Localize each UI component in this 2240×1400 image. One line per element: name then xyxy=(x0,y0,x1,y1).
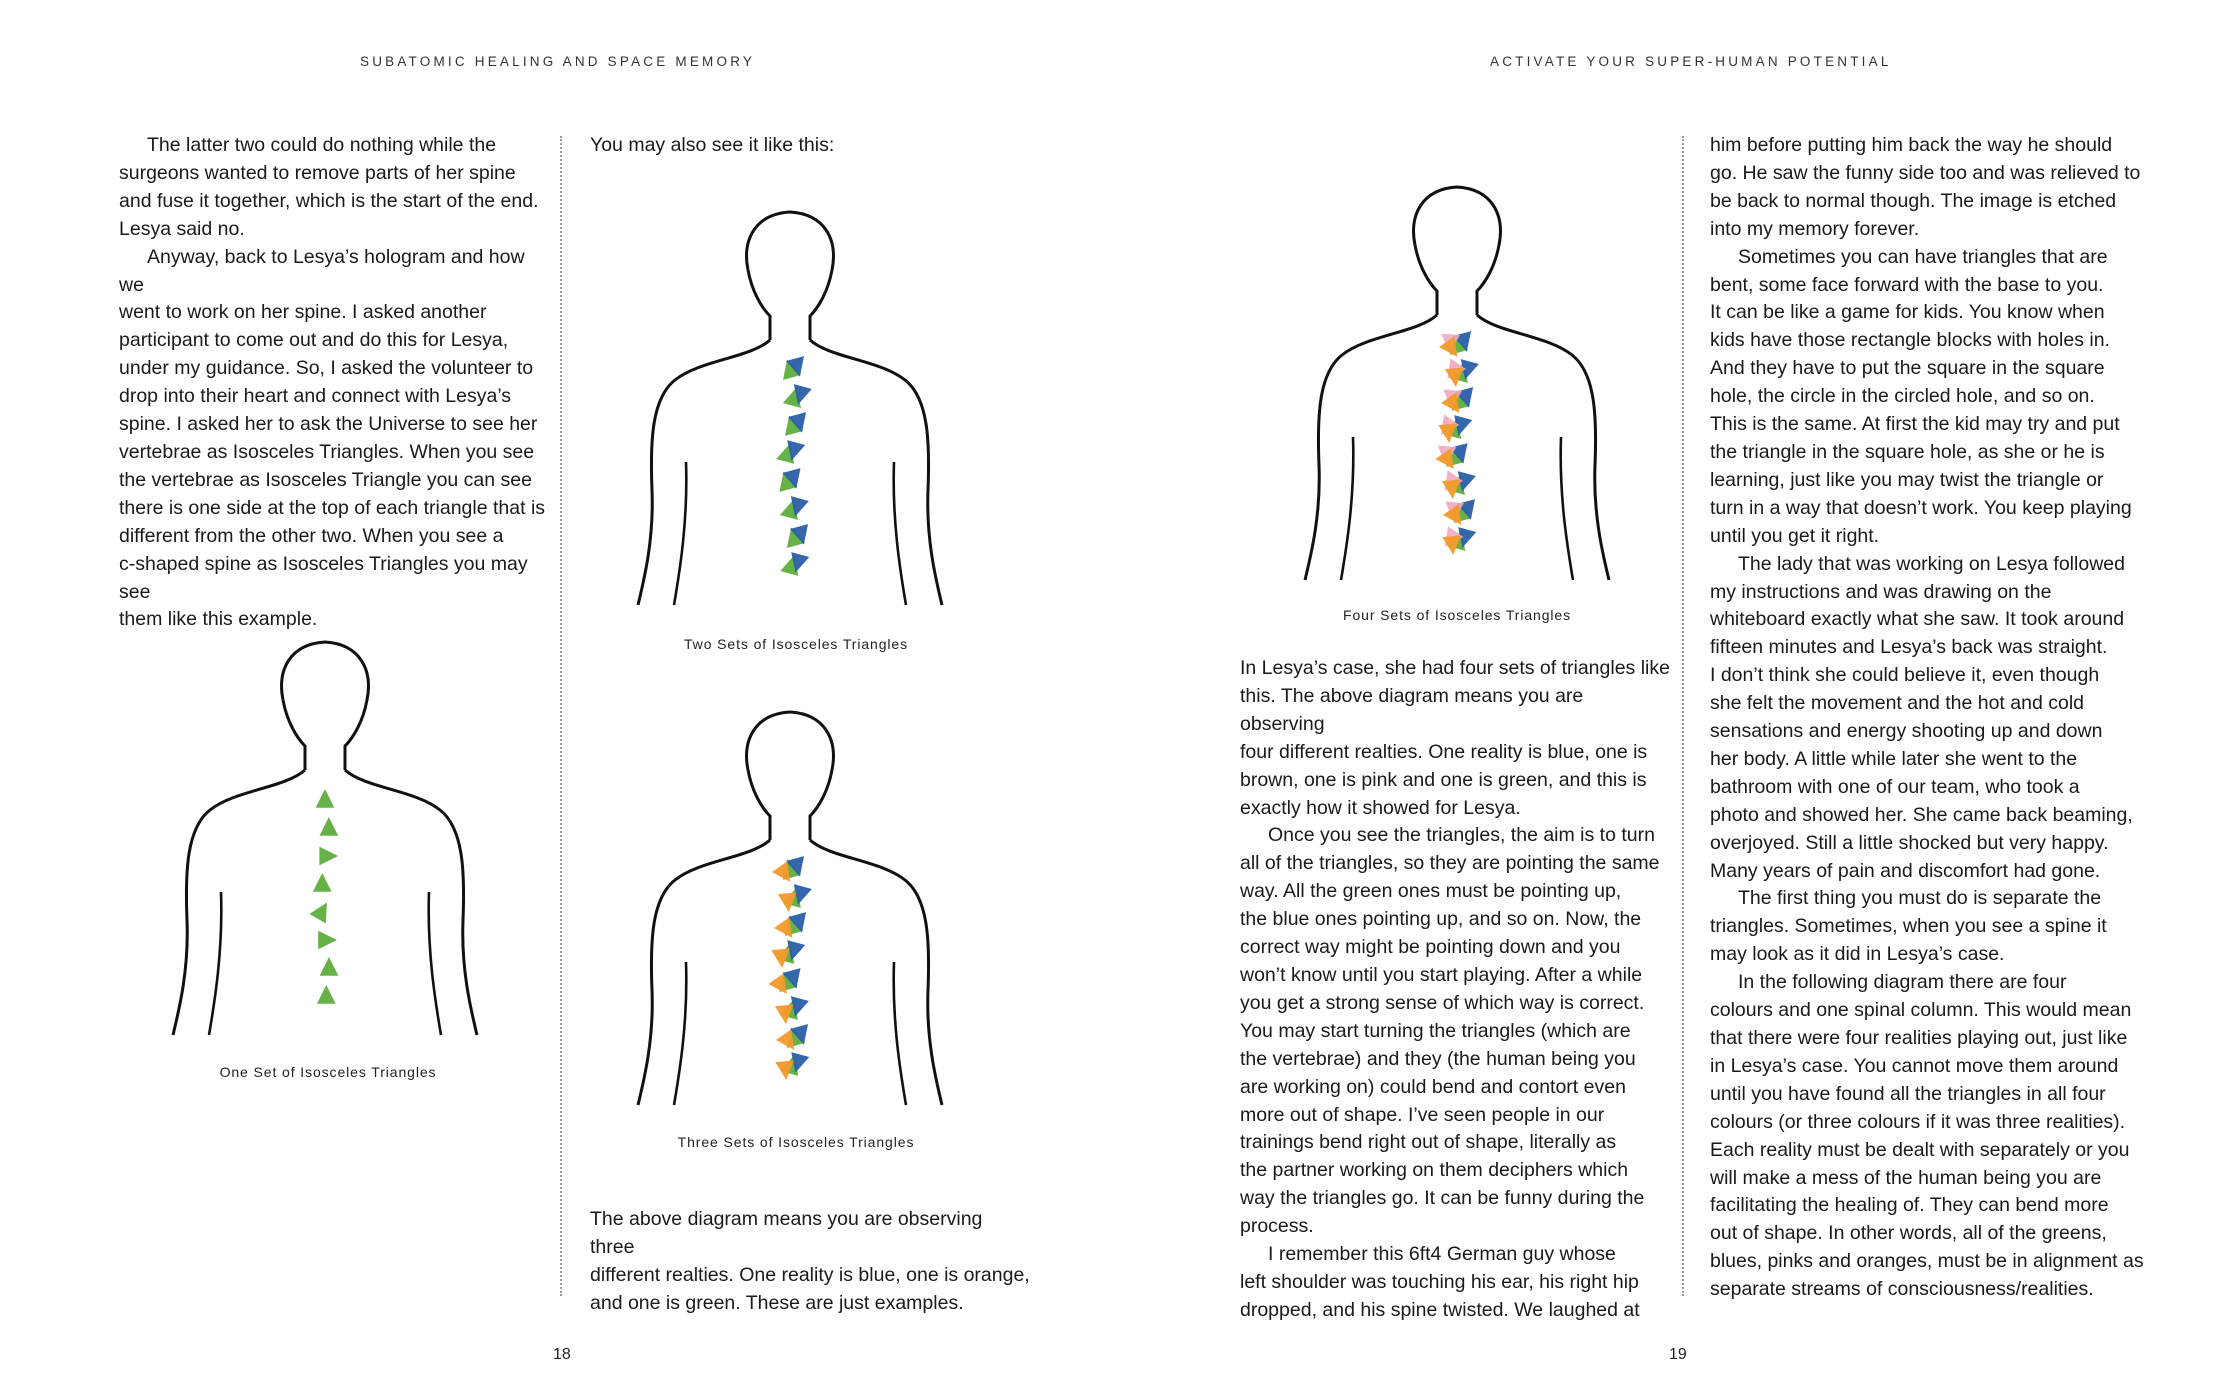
paragraph xyxy=(1710,551,2150,886)
head-outline xyxy=(747,212,834,340)
paragraph xyxy=(1710,969,2150,1304)
right-torso-line xyxy=(429,892,441,1035)
intro-line: You may also see it like this: xyxy=(590,134,835,156)
right-shoulder-arm xyxy=(810,840,942,1105)
text-line: Anyway, back to Lesya’s hologram and how we xyxy=(119,245,525,296)
text-line: my instructions and was drawing on the xyxy=(1710,580,2052,603)
text-line: c-shaped spine as Isosceles Triangles you may see xyxy=(119,552,528,603)
vertebra-triangle-green xyxy=(318,931,337,950)
text-line: In the following diagram there are four xyxy=(1738,971,2067,994)
paragraph xyxy=(1240,1241,1670,1325)
right-column-2 xyxy=(1710,132,2150,1304)
vertebra-triangle-green xyxy=(320,817,339,836)
figure-two-sets xyxy=(630,200,950,610)
text-line: hole, the circle in the circled hole, and so on. xyxy=(1710,385,2095,408)
text-line: all of the triangles, so they are pointing the same xyxy=(1240,852,1660,875)
text-line: the triangle in the square hole, as she or he is xyxy=(1710,440,2105,463)
figure-four-sets xyxy=(1297,175,1617,585)
text-line: photo and showed her. She came back beaming, xyxy=(1710,803,2133,826)
text-line: way the triangles go. It can be funny during the xyxy=(1240,1187,1645,1210)
head-outline-left xyxy=(283,700,305,770)
back-silhouette-four-sets xyxy=(1297,175,1617,585)
text-line: may look as it did in Lesya’s case. xyxy=(1710,943,2005,966)
text-line: will make a mess of the human being you are xyxy=(1710,1166,2102,1189)
text-line: The latter two could do nothing while the xyxy=(147,134,497,156)
left-shoulder-arm xyxy=(638,340,770,605)
text-line: I remember this 6ft4 German guy whose xyxy=(1268,1243,1616,1266)
text-line: Lesya said no. xyxy=(119,217,245,240)
text-line: more out of shape. I’ve seen people in our xyxy=(1240,1103,1605,1126)
text-line: separate streams of consciousness/realities. xyxy=(1710,1278,2094,1301)
left-column-2-intro xyxy=(590,132,1030,160)
head-outline xyxy=(282,642,369,770)
text-line: she felt the movement and the hot and cold xyxy=(1710,692,2084,715)
text-line: out of shape. In other words, all of the greens, xyxy=(1710,1222,2107,1245)
text-line: her body. A little while later she went to the xyxy=(1710,747,2078,770)
text-line: in Lesya’s case. You cannot move them around xyxy=(1710,1054,2119,1077)
text-line: Once you see the triangles, the aim is to turn xyxy=(1268,824,1655,847)
text-line: you get a strong sense of which way is correct. xyxy=(1240,991,1645,1014)
left-shoulder-arm xyxy=(173,770,305,1035)
left-shoulder-arm xyxy=(638,840,770,1105)
text-line: I don’t think she could believe it, even though xyxy=(1710,664,2100,687)
right-torso-line xyxy=(894,962,906,1105)
paragraph xyxy=(1710,132,2150,244)
right-shoulder-arm xyxy=(345,770,477,1035)
back-silhouette-three-sets xyxy=(630,700,950,1110)
paragraph xyxy=(1710,244,2150,551)
text-line: And they have to put the square in the square xyxy=(1710,357,2105,380)
text-line: Many years of pain and discomfort had gone. xyxy=(1710,859,2101,882)
column-divider-right xyxy=(1682,136,1684,1296)
text-line: there is one side at the top of each triangle that is xyxy=(119,496,546,519)
column-divider-left xyxy=(560,136,562,1296)
page-number-left: 18 xyxy=(553,1346,571,1363)
back-silhouette-one-set xyxy=(165,630,485,1040)
right-torso-line xyxy=(1561,437,1573,580)
running-head-right: ACTIVATE YOUR SUPER-HUMAN POTENTIAL xyxy=(1490,54,1892,69)
text-line: turn in a way that doesn’t work. You keep playing xyxy=(1710,496,2132,519)
text-line: This is the same. At first the kid may try and put xyxy=(1710,413,2120,436)
text-line: colours (or three colours if it was three realities). xyxy=(1710,1110,2126,1133)
text-line: correct way might be pointing down and you xyxy=(1240,936,1621,959)
text-line: into my memory forever. xyxy=(1710,217,1920,240)
text-line: different realties. One reality is blue, one is orange, xyxy=(590,1263,1030,1286)
caption-four-sets: Four Sets of Isosceles Triangles xyxy=(1343,607,1571,623)
head-outline-left xyxy=(748,770,770,840)
text-line: In Lesya’s case, she had four sets of triangles like xyxy=(1240,657,1670,679)
text-line: trainings bend right out of shape, literally as xyxy=(1240,1131,1617,1154)
text-line: until you have found all the triangles in all four xyxy=(1710,1082,2106,1105)
figure-one-set xyxy=(165,630,485,1040)
text-line: under my guidance. So, I asked the volunteer to xyxy=(119,357,534,380)
text-line: whiteboard exactly what she saw. It took around xyxy=(1710,608,2125,631)
text-line: him before putting him back the way he should xyxy=(1710,134,2113,156)
text-line: drop into their heart and connect with Lesya’s xyxy=(119,385,512,408)
text-line: left shoulder was touching his ear, his right hip xyxy=(1240,1270,1639,1293)
caption-one-set: One Set of Isosceles Triangles xyxy=(219,1064,437,1080)
text-line: overjoyed. Still a little shocked but very happy. xyxy=(1710,831,2109,854)
text-line: brown, one is pink and one is green, and this is xyxy=(1240,768,1647,791)
text-line: bent, some face forward with the base to you. xyxy=(1710,273,2104,296)
text-line: learning, just like you may twist the triangle or xyxy=(1710,468,2104,491)
text-line: triangles. Sometimes, when you see a spine it xyxy=(1710,915,2107,938)
text-line: won’t know until you start playing. After a while xyxy=(1240,963,1643,986)
text-line: You may start turning the triangles (which are xyxy=(1240,1019,1631,1042)
text-line: bathroom with one of our team, who took a xyxy=(1710,775,2080,798)
paragraph xyxy=(590,1206,1030,1318)
paragraph xyxy=(119,132,549,244)
text-line: process. xyxy=(1240,1215,1314,1238)
left-torso-line xyxy=(674,962,686,1105)
head-outline xyxy=(747,712,834,840)
running-head-left: SUBATOMIC HEALING AND SPACE MEMORY xyxy=(360,54,756,69)
text-line: vertebrae as Isosceles Triangles. When you see xyxy=(119,440,535,463)
text-line: colours and one spinal column. This would mean xyxy=(1710,999,2132,1022)
paragraph xyxy=(1240,655,1670,822)
head-outline-left xyxy=(1415,245,1437,315)
head-outline xyxy=(1414,187,1501,315)
text-line: spine. I asked her to ask the Universe to see her xyxy=(119,413,538,436)
figure-three-sets xyxy=(630,700,950,1110)
text-line: and one is green. These are just examples. xyxy=(590,1291,964,1314)
right-page xyxy=(1120,0,2240,1400)
text-line: Each reality must be dealt with separately or you xyxy=(1710,1138,2130,1161)
text-line: way. All the green ones must be pointing up, xyxy=(1240,880,1622,903)
vertebra-triangle-green xyxy=(316,789,335,808)
vertebra-triangle-green xyxy=(319,847,338,866)
text-line: went to work on her spine. I asked another xyxy=(119,301,487,324)
text-line: sensations and energy shooting up and down xyxy=(1710,720,2103,743)
right-shoulder-arm xyxy=(810,340,942,605)
paragraph xyxy=(119,244,549,635)
caption-three-sets: Three Sets of Isosceles Triangles xyxy=(677,1134,915,1150)
text-line: the partner working on them deciphers which xyxy=(1240,1159,1629,1182)
text-line: fifteen minutes and Lesya’s back was straight. xyxy=(1710,636,2108,659)
vertebra-triangle-green xyxy=(320,957,339,976)
paragraph xyxy=(1710,885,2150,969)
text-line: them like this example. xyxy=(119,608,318,631)
text-line: be back to normal though. The image is etched xyxy=(1710,189,2117,212)
text-line: the blue ones pointing up, and so on. Now, the xyxy=(1240,908,1642,931)
text-line: The first thing you must do is separate the xyxy=(1738,887,2102,910)
text-line: surgeons wanted to remove parts of her spine xyxy=(119,161,516,184)
caption-two-sets: Two Sets of Isosceles Triangles xyxy=(684,636,908,652)
text-line: four different realties. One reality is blue, one is xyxy=(1240,740,1648,763)
left-torso-line xyxy=(209,892,221,1035)
vertebra-triangle-green xyxy=(317,985,336,1004)
text-line: exactly how it showed for Lesya. xyxy=(1240,796,1521,819)
head-outline-left xyxy=(748,270,770,340)
text-line: this. The above diagram means you are observing xyxy=(1240,684,1584,735)
vertebra-triangle-green xyxy=(310,898,336,924)
left-column-2-after xyxy=(590,1206,1030,1318)
text-line: different from the other two. When you see a xyxy=(119,524,504,547)
left-column-1 xyxy=(119,132,549,634)
text-line: facilitating the healing of. They can bend more xyxy=(1710,1194,2109,1217)
page-number-right: 19 xyxy=(1669,1346,1687,1363)
left-shoulder-arm xyxy=(1305,315,1437,580)
text-line: dropped, and his spine twisted. We laughed at xyxy=(1240,1298,1640,1321)
right-column-1 xyxy=(1240,655,1670,1325)
text-line: blues, pinks and oranges, must be in alignment as xyxy=(1710,1250,2144,1273)
right-shoulder-arm xyxy=(1477,315,1609,580)
paragraph xyxy=(1240,822,1670,1241)
text-line: the vertebrae) and they (the human being you xyxy=(1240,1047,1636,1070)
left-torso-line xyxy=(674,462,686,605)
text-line: participant to come out and do this for Lesya, xyxy=(119,329,509,352)
text-line: and fuse it together, which is the start of the end. xyxy=(119,189,539,212)
text-line: that there were four realities playing out, just like xyxy=(1710,1027,2128,1049)
vertebra-triangle-green xyxy=(313,873,332,892)
left-torso-line xyxy=(1341,437,1353,580)
back-silhouette-two-sets xyxy=(630,200,950,610)
text-line: The lady that was working on Lesya followed xyxy=(1738,552,2125,575)
text-line: Sometimes you can have triangles that are xyxy=(1738,245,2108,268)
right-torso-line xyxy=(894,462,906,605)
text-line: are working on) could bend and contort even xyxy=(1240,1075,1626,1098)
text-line: kids have those rectangle blocks with holes in. xyxy=(1710,329,2110,352)
text-line: the vertebrae as Isosceles Triangle you can see xyxy=(119,468,532,491)
text-line: go. He saw the funny side too and was relieved to xyxy=(1710,161,2141,184)
text-line: It can be like a game for kids. You know when xyxy=(1710,301,2105,324)
text-line: until you get it right. xyxy=(1710,524,1880,547)
text-line: The above diagram means you are observing three xyxy=(590,1208,983,1258)
